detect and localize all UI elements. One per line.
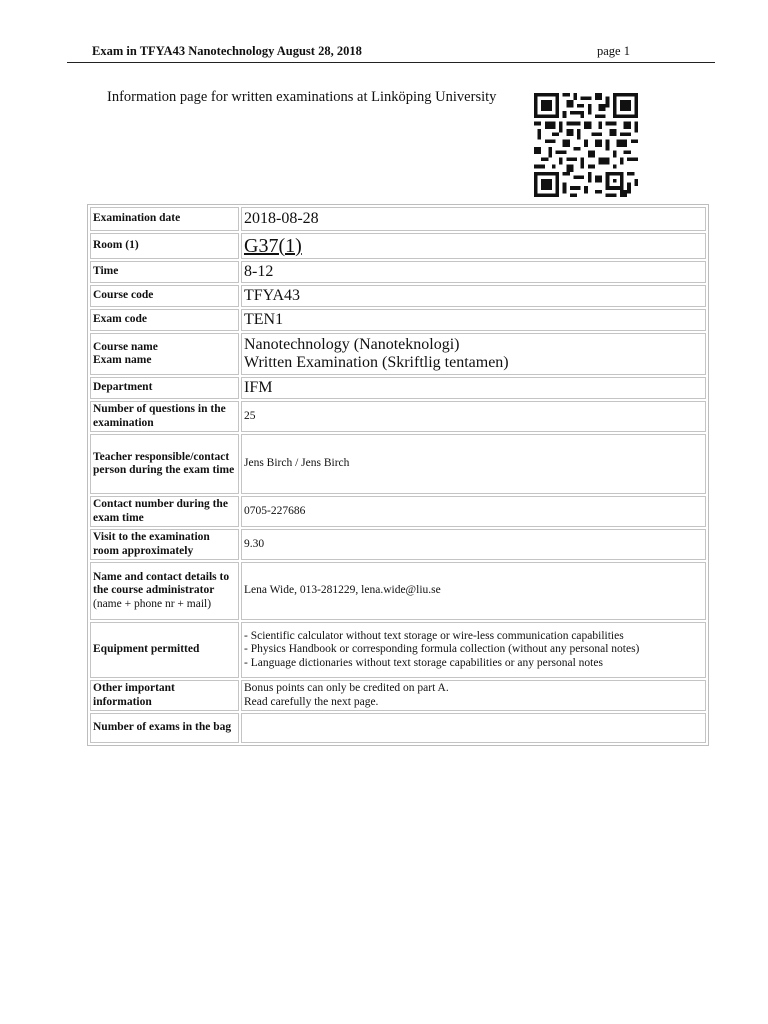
row-label: [90, 562, 239, 620]
row-label: Examination date: [90, 207, 239, 231]
row-label: Room (1): [90, 233, 239, 259]
info-line: Read carefully the next page.: [244, 695, 379, 708]
room-value: G37(1): [241, 233, 706, 259]
table-row: [90, 401, 706, 432]
qr-code-icon: [531, 93, 641, 197]
table-row: [90, 680, 706, 711]
table-row: [90, 261, 706, 283]
contact-number-value: 0705-227686: [241, 496, 706, 527]
examination-date-value: 2018-08-28: [241, 207, 706, 231]
info-line: Bonus points can only be credited on part A.: [244, 682, 449, 694]
row-label: Department: [90, 377, 239, 399]
intro-text: Information page for written examinations at Linköping University: [107, 89, 497, 105]
header-title: Exam in TFYA43 Nanotechnology August 28, 2018: [92, 44, 362, 58]
table-row: [90, 309, 706, 331]
course-code-value: TFYA43: [241, 285, 706, 307]
table-row: [90, 233, 706, 259]
table-row: [90, 713, 706, 743]
administrator-label: Name and contact details to the course administrator: [93, 570, 230, 597]
course-name-label: Course name: [93, 340, 158, 353]
table-row: [90, 333, 706, 375]
row-label: Number of questions in the examination: [90, 401, 239, 432]
equipment-item: - Physics Handbook or corresponding formula collection (without any personal notes): [244, 643, 640, 656]
row-label: Exam code: [90, 309, 239, 331]
row-label: [90, 333, 239, 375]
exam-info-table: [87, 204, 709, 746]
page-number: page 1: [597, 44, 630, 58]
table-row: [90, 285, 706, 307]
row-label: Number of exams in the bag: [90, 713, 239, 743]
time-value: 8-12: [241, 261, 706, 283]
administrator-value: Lena Wide, 013-281229, lena.wide@liu.se: [241, 562, 706, 620]
table-row: [90, 207, 706, 231]
exam-name-value: Written Examination (Skriftlig tentamen): [244, 354, 509, 371]
exams-in-bag-value: [241, 713, 706, 743]
row-label: Time: [90, 261, 239, 283]
course-name-value: Nanotechnology (Nanoteknologi): [244, 336, 460, 353]
administrator-label-sub: (name + phone nr + mail): [93, 597, 212, 610]
teacher-value: Jens Birch / Jens Birch: [241, 434, 706, 494]
equipment-value: [241, 622, 706, 678]
equipment-item: - Language dictionaries without text storage capabilities or any personal notes: [244, 656, 603, 669]
row-label: Other important information: [90, 680, 239, 711]
table-row: [90, 434, 706, 494]
exam-code-value: TEN1: [241, 309, 706, 331]
table-row: [90, 529, 706, 560]
course-exam-name-value: [241, 333, 706, 375]
row-label: Visit to the examination room approximately: [90, 529, 239, 560]
row-label: Course code: [90, 285, 239, 307]
visit-time-value: 9.30: [241, 529, 706, 560]
page-header: [67, 42, 715, 63]
row-label: Contact number during the exam time: [90, 496, 239, 527]
exam-name-label: Exam name: [93, 354, 152, 366]
table-row: [90, 377, 706, 399]
table-row: [90, 562, 706, 620]
other-information-value: [241, 680, 706, 711]
questions-value: 25: [241, 401, 706, 432]
equipment-item: - Scientific calculator without text storage or wire-less communication capabilities: [244, 629, 624, 642]
row-label: Teacher responsible/contact person during the exam time: [90, 434, 239, 494]
row-label: Equipment permitted: [90, 622, 239, 678]
table-row: [90, 496, 706, 527]
department-value: IFM: [241, 377, 706, 399]
table-row: [90, 622, 706, 678]
